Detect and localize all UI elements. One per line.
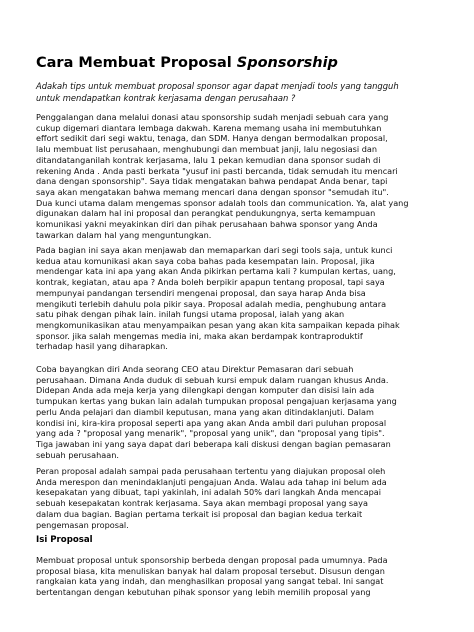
paragraph-5: Membuat proposal untuk sponsorship berbeda dengan proposal pada umumnya. Pada proposal biasa, kita menuliskan banyak hal dalam proposal tersebut. Disusun dengan rangkaian kata yang indah, dan menghasilkan proposal yang sangat tebal. Ini sangat bertentangan dengan kebutuhan pihak sponsor yang lebih memilih proposal yang (36, 555, 388, 598)
paragraph-4: Peran proposal adalah sampai pada perusahaan tertentu yang diajukan proposal oleh Anda merespon dan menindaklanjuti pengajuan Anda. Walau ada tahap ini belum ada kesepakatan yang dibuat, tapi yakinlah, ini adalah 50% dari langkah Anda mencapai sebuah kesepakatan kontrak kerjasama. Saya akan membagi proposal yang saya dalam dua bagian. Bagian pertama terkait isi proposal dan bagian kedua terkait pengemasan proposal. (36, 466, 387, 530)
paragraph-2: Pada bagian ini saya akan menjawab dan memaparkan dari segi tools saja, untuk kunci kedua atau komunikasi akan saya coba bahas pada kesempatan lain. Proposal, jika mendengar kata ini apa yang akan Anda pikirkan pertama kali ? kumpulan kertas, uang, kontrak, kegiatan, atau apa ? Anda boleh berpikir apapun tentang proposal, tapi saya mempunyai pandangan tersendiri mengenai proposal, dan saya harap Anda bisa mengikuti terlebih dahulu pola pikir saya. Proposal adalah media, penghubung antara satu pihak dengan pihak lain. inilah fungsi utama proposal, ialah yang akan mengkomunikasikan atau menyampaikan pesan yang akan kita sampaikan kepada pihak sponsor. jika salah mengemas media ini, maka akan berdampak kontraproduktif terhadap hasil yang diharapkan. (36, 245, 400, 352)
section-heading-isi-proposal: Isi Proposal (36, 535, 93, 545)
paragraph-3: Coba bayangkan diri Anda seorang CEO atau Direktur Pemasaran dari sebuah perusahaan. Dimana Anda duduk di sebuah kursi empuk dalam ruangan khusus Anda. Didepan Anda ada meja kerja yang dilengkapi dengan komputer dan disisi lain ada tumpukan kertas yang bukan lain adalah tumpukan proposal pengajuan kerjasama yang perlu Anda pelajari dan diambil keputusan, mana yang akan ditindaklanjuti. Dalam kondisi ini, kira-kira proposal seperti apa yang akan Anda ambil dari puluhan proposal yang ada ? "proposal yang menarik", "proposal yang unik", dan "proposal yang tipis". Tiga jawaban ini yang saya dapat dari beberapa kali diskusi dengan bagian pemasaran sebuah perusahaan. (36, 364, 397, 460)
title-italic-text: Sponsorship (236, 55, 338, 71)
intro-paragraph: Adakah tips untuk membuat proposal sponsor agar dapat menjadi tools yang tangguh untuk mendapatkan kontrak kerjasama dengan perusahaan ? (36, 81, 399, 103)
title-text: Cara Membuat Proposal (36, 55, 237, 71)
document-title (36, 55, 338, 71)
paragraph-1: Penggalangan dana melalui donasi atau sponsorship sudah menjadi sebuah cara yang cukup digemari diantara lembaga dakwah. Karena memang usaha ini membutuhkan effort sedikit dari segi waktu, tenaga, dan SDM. Hanya dengan bermodalkan proposal, lalu membuat list perusahaan, menghubungi dan membuat janji, lalu negosiasi dan ditandatanganilah kontrak kerjasama, lalu 1 pekan kemudian dana sponsor sudah di rekening Anda . Anda pasti berkata "yusuf ini pasti bercanda, tidak semudah itu mencari dana dengan sponsorship". Saya tidak mengatakan bahwa pendapat Anda benar, tapi saya akan mengatakan bahwa memang mencari dana dengan sponsor "semudah itu". Dua kunci utama dalam mengemas sponsor adalah tools dan communication. Ya, alat yang digunakan dalam hal ini proposal dan perangkat pendukungnya, serta kemampuan komunikasi yakni meyakinkan diri dan pihak perusahaan bahwa sponsor yang Anda tawarkan dalam hal yang menguntungkan. (36, 112, 409, 240)
